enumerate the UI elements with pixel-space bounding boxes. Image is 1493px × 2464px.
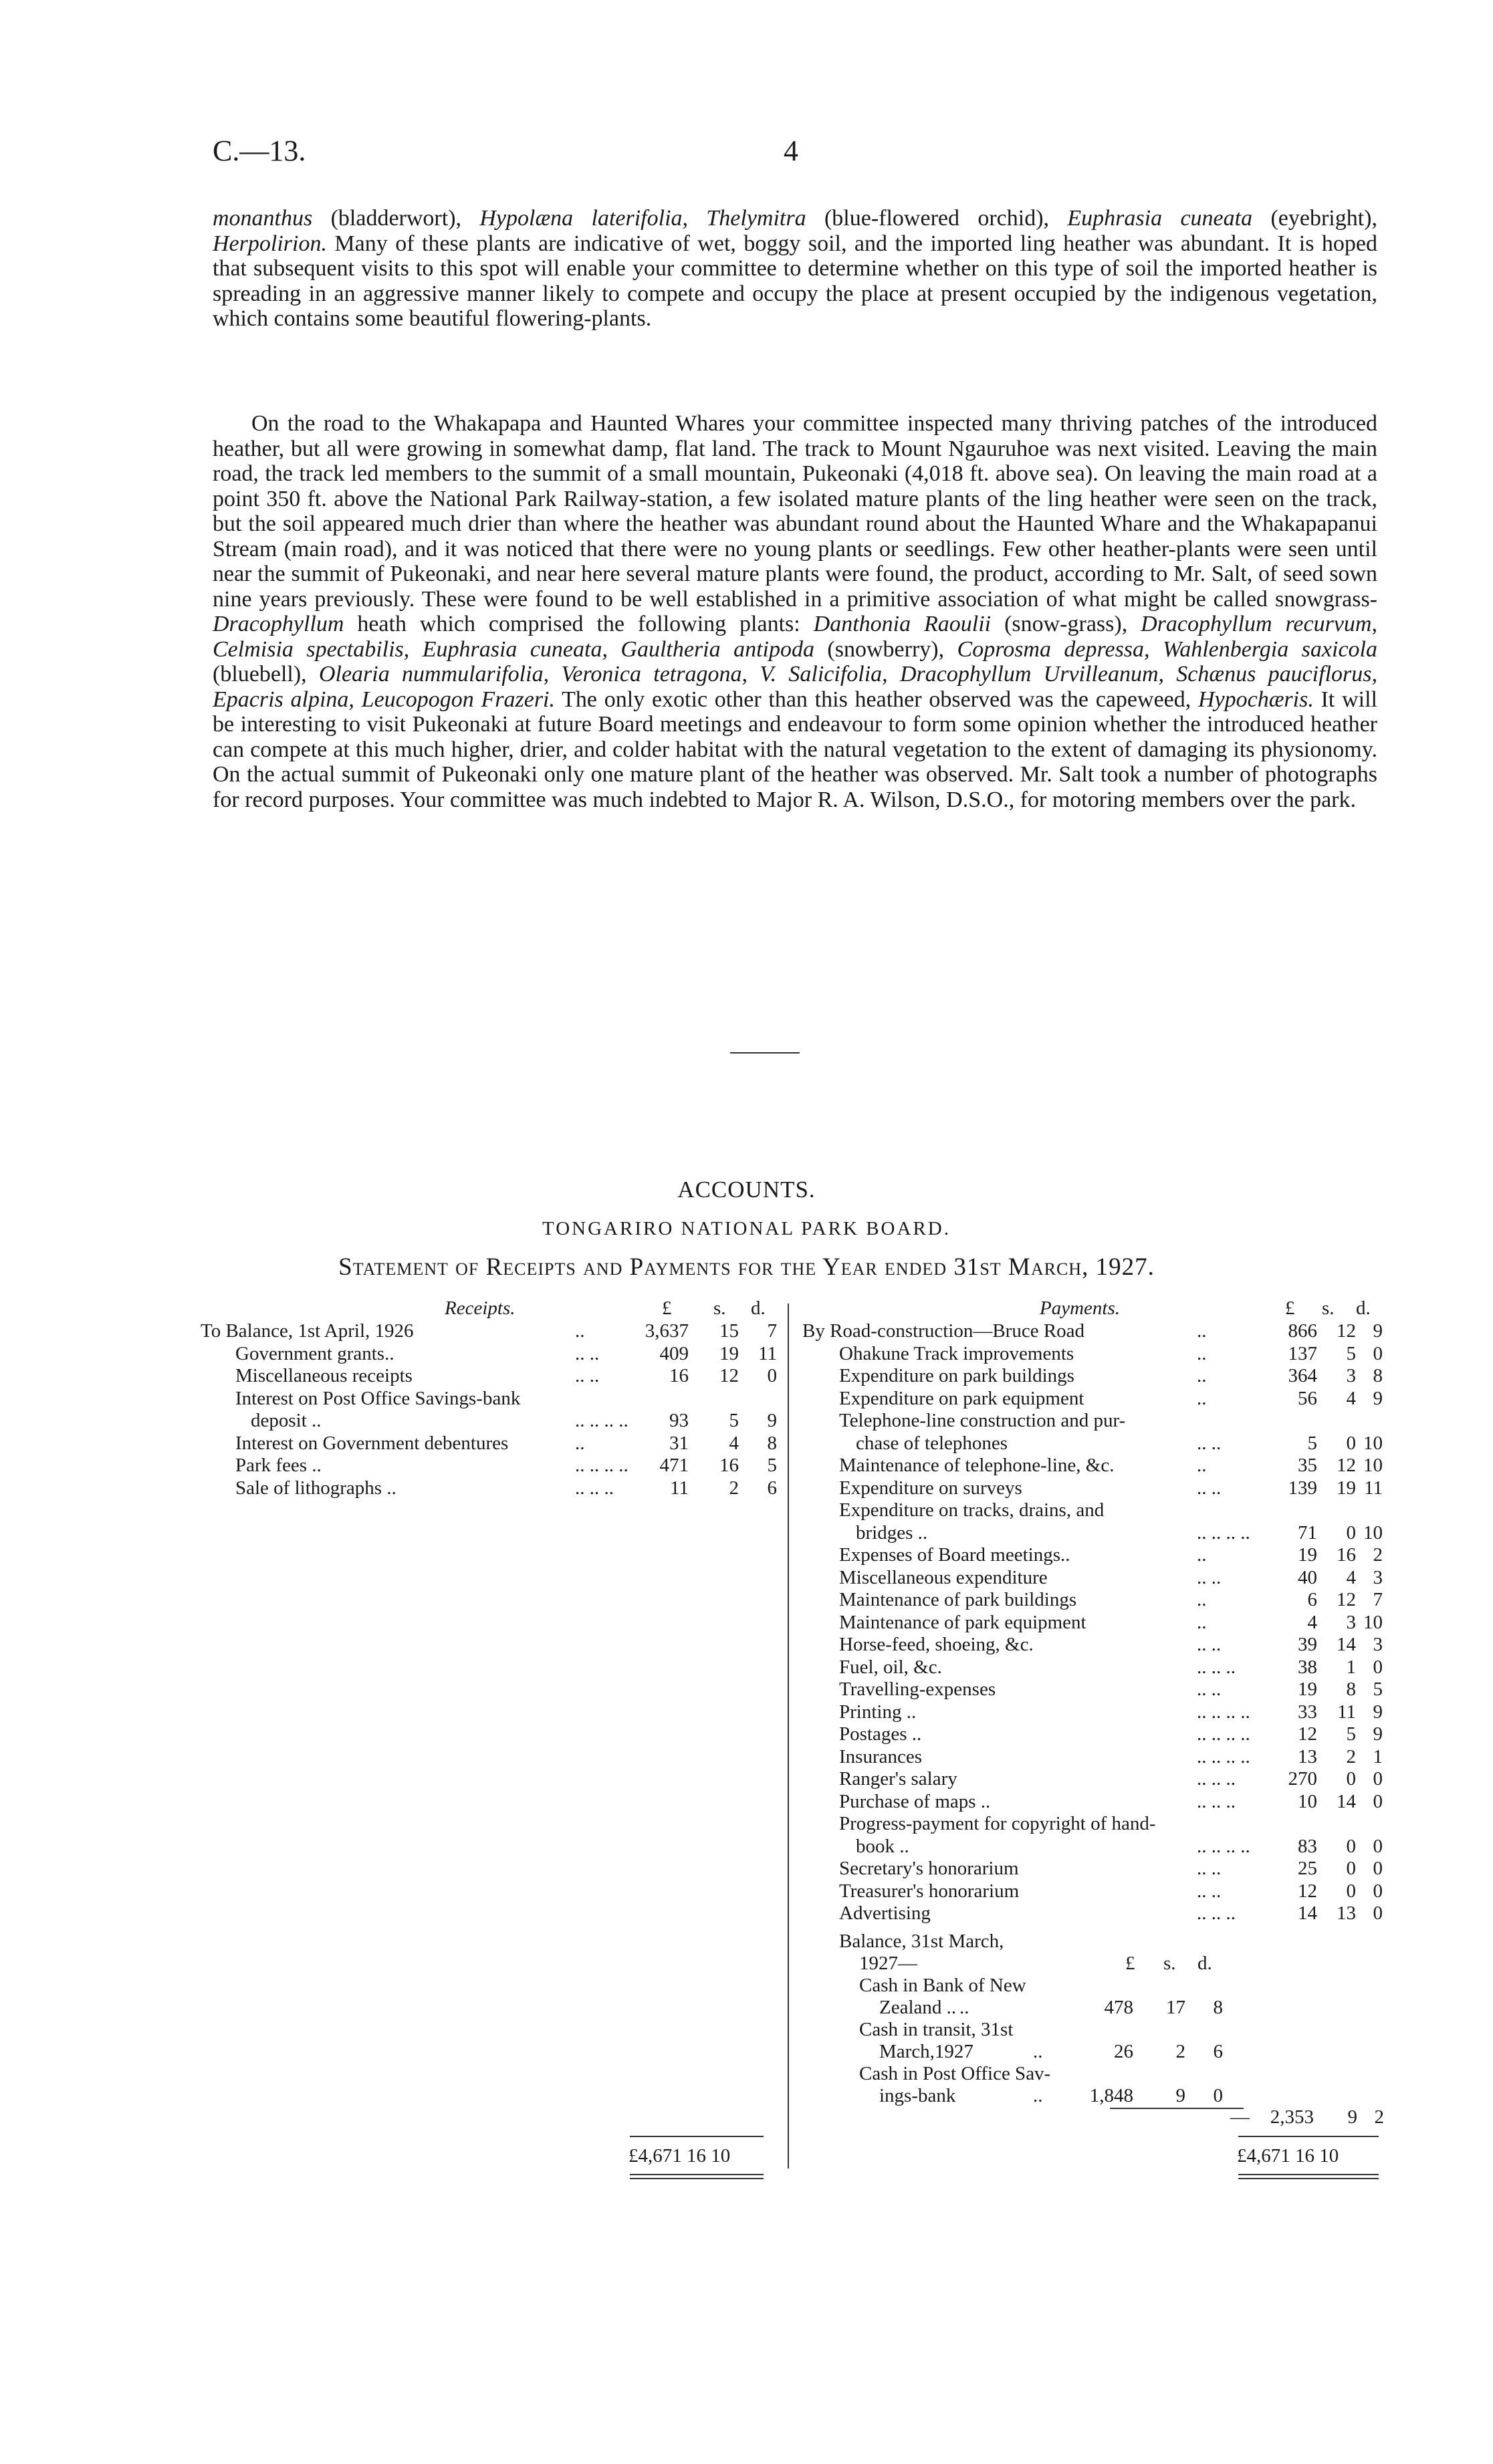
- item-label: Printing ..: [839, 1701, 917, 1723]
- payment-row: [802, 1432, 1384, 1455]
- payments-total-rule-top: [1238, 2136, 1379, 2137]
- payment-row: [802, 1790, 1384, 1813]
- species-name: monanthus: [213, 206, 313, 231]
- amount-pence: 10: [1363, 1521, 1383, 1544]
- species-name: Olearia nummularifolia, Veronica tetragona, V. Salicifolia, Dracophyllum Urvilleanum, Schænus pauciflorus, Epacris alpina, Leucopogon Frazeri.: [213, 662, 1377, 712]
- po-line-1: Cash in Post Office Sav-: [859, 2063, 1051, 2084]
- amount-shillings: 5: [1346, 1723, 1356, 1745]
- amount-pence: 8: [767, 1432, 777, 1454]
- leader-dots: ..: [1197, 1342, 1207, 1364]
- amount-pounds: 25: [1298, 1858, 1317, 1879]
- amount-pounds: 16: [669, 1365, 689, 1386]
- pence-symbol: d.: [1197, 1953, 1212, 1974]
- payment-row: [802, 1678, 1384, 1701]
- payment-row: [802, 1812, 1384, 1835]
- amount-shillings: 16: [719, 1455, 739, 1476]
- payment-row: [802, 1767, 1384, 1790]
- item-label: Progress-payment for copyright of hand-: [839, 1813, 1156, 1834]
- leader-dots: .. .. .. ..: [1197, 1701, 1250, 1723]
- amount-pence: 5: [767, 1455, 777, 1476]
- amount-shillings: 19: [719, 1342, 739, 1364]
- amount-pence: 0: [1373, 1790, 1383, 1812]
- cash-bank-shillings: 17: [1166, 1997, 1185, 2018]
- amount-pence: 0: [1373, 1835, 1383, 1857]
- leader-dots: .. .. ..: [575, 1477, 614, 1499]
- item-label: Expenditure on park buildings: [839, 1365, 1074, 1386]
- leader-dots: .. ..: [575, 1342, 600, 1364]
- amount-pounds: 40: [1298, 1566, 1317, 1588]
- amount-pounds: 93: [669, 1410, 689, 1431]
- amount-shillings: 4: [1346, 1566, 1356, 1588]
- amount-pounds: 866: [1288, 1320, 1317, 1342]
- payments-total-rule-2: [1238, 2178, 1379, 2179]
- amount-pounds: 71: [1298, 1521, 1317, 1544]
- statement-title: Statement of Receipts and Payments for the Year ended 31st March, 1927.: [338, 1253, 1155, 1281]
- amount-shillings: 0: [1346, 1835, 1356, 1857]
- pound-symbol: £: [662, 1298, 672, 1319]
- accounts-title: ACCOUNTS.: [677, 1177, 816, 1203]
- payments-header: [802, 1297, 1384, 1320]
- prose-text: heath which comprised the following plants:: [344, 612, 814, 636]
- item-label: Expenditure on tracks, drains, and: [839, 1499, 1105, 1521]
- amount-shillings: 12: [1337, 1589, 1356, 1610]
- amount-pounds: 4: [1307, 1611, 1317, 1633]
- prose-text: (blue-flowered orchid),: [806, 206, 1068, 231]
- amount-shillings: 0: [1346, 1768, 1356, 1790]
- payment-row: [802, 1656, 1384, 1679]
- amount-shillings: 4: [729, 1432, 739, 1454]
- payments-total-rule-1: [1238, 2174, 1379, 2175]
- payment-row: [802, 1611, 1384, 1634]
- item-label: Park fees ..: [235, 1455, 322, 1476]
- amount-pounds: 364: [1288, 1365, 1317, 1386]
- item-label: Expenses of Board meetings..: [839, 1544, 1070, 1566]
- item-label: Fuel, oil, &c.: [839, 1656, 942, 1678]
- item-label: Expenditure on park equipment: [839, 1387, 1084, 1409]
- transit-line-1: Cash in transit, 31st: [859, 2019, 1014, 2040]
- item-label: Ranger's salary: [839, 1768, 957, 1790]
- amount-pence: 0: [1373, 1880, 1383, 1902]
- amount-pounds: 39: [1298, 1634, 1317, 1655]
- page-code: C.—13.: [213, 134, 306, 167]
- payments-total: £4,671 16 10: [1237, 2145, 1339, 2167]
- prose-text: It will be interesting to visit Pukeonaki at future Board meetings and endeavour to form some opinion whether the introduced heather can compete at this much higher, drier, and colder habitat with the natural vegetation to the extent of damaging its physionomy. On the actual summit of Pukeonaki only one mature plant of the heather was observed. Mr. Salt took a number of photographs for record purposes. Your committee was much indebted to Major R. A. Wilson, D.S.O., for motoring members over the park.: [213, 687, 1377, 812]
- leader-dots: .. ..: [1197, 1566, 1222, 1588]
- payment-row: [802, 1544, 1384, 1566]
- amount-shillings: 16: [1337, 1544, 1356, 1566]
- prose-text: (bluebell),: [213, 662, 319, 687]
- amount-pounds: 83: [1298, 1835, 1317, 1857]
- amount-pence: 10: [1363, 1611, 1383, 1633]
- amount-pounds: 14: [1298, 1902, 1317, 1924]
- amount-shillings: 19: [1337, 1477, 1356, 1499]
- payment-row: [802, 1723, 1384, 1745]
- leader-dots: .. .. ..: [1197, 1656, 1236, 1678]
- leader-dots: .. .. .. ..: [1197, 1723, 1250, 1745]
- payment-row: [802, 1364, 1384, 1387]
- leader-dots: .. .. ..: [1197, 1902, 1236, 1924]
- amount-pence: 0: [767, 1365, 777, 1386]
- payment-row: [802, 1454, 1384, 1477]
- amount-pence: 9: [1373, 1387, 1383, 1409]
- amount-shillings: 11: [1337, 1701, 1356, 1723]
- receipt-row: [201, 1477, 776, 1499]
- amount-pence: 6: [767, 1477, 777, 1499]
- amount-shillings: 14: [1337, 1634, 1356, 1655]
- amount-shillings: 0: [1346, 1432, 1356, 1454]
- item-label: Interest on Government debentures: [235, 1432, 509, 1454]
- amount-shillings: 0: [1346, 1880, 1356, 1902]
- item-label: Insurances: [839, 1745, 923, 1767]
- transit-pounds: 26: [1114, 2041, 1133, 2062]
- balance-heading-2: 1927— £ s. d.: [859, 1953, 1212, 1974]
- balance-heading-1: Balance, 31st March,: [839, 1931, 1004, 1952]
- item-label: Maintenance of park equipment: [839, 1611, 1086, 1633]
- item-label: Government grants..: [235, 1342, 394, 1364]
- amount-shillings: 12: [1337, 1320, 1356, 1342]
- item-label: Treasurer's honorarium: [839, 1880, 1020, 1902]
- amount-pounds: 56: [1298, 1387, 1317, 1409]
- payment-row: [802, 1409, 1384, 1432]
- amount-pounds: 38: [1298, 1656, 1317, 1678]
- payment-row: [802, 1902, 1384, 1925]
- amount-pounds: 10: [1298, 1790, 1317, 1812]
- receipt-row: [201, 1342, 776, 1365]
- cash-bank-pounds: 478: [1104, 1997, 1133, 2018]
- leader-dots: ..: [1197, 1589, 1207, 1610]
- po-shillings: 9: [1175, 2085, 1185, 2106]
- amount-pounds: 5: [1307, 1432, 1317, 1454]
- amount-shillings: 4: [1346, 1387, 1356, 1409]
- amount-shillings: 2: [1346, 1745, 1356, 1767]
- payment-row: [802, 1477, 1384, 1499]
- amount-pence: 11: [758, 1342, 777, 1364]
- payment-row: [802, 1745, 1384, 1768]
- cash-bank-line-2: Zealand .. .. 478 17 8: [879, 1997, 1223, 2018]
- species-name: Dracophyllum recurvum, Celmisia spectabilis, Euphrasia cuneata, Gaultheria antipoda: [213, 612, 1377, 662]
- item-label: Ohakune Track improvements: [839, 1342, 1074, 1364]
- item-label: By Road-construction—Bruce Road: [802, 1320, 1085, 1342]
- species-name: Herpolirion.: [213, 231, 327, 256]
- species-name: Dracophyllum: [213, 612, 344, 636]
- leader-dots: ..: [1197, 1611, 1207, 1633]
- amount-pounds: 3,637: [645, 1320, 689, 1342]
- po-pounds: 1,848: [1089, 2085, 1133, 2106]
- amount-pence: 0: [1373, 1656, 1383, 1678]
- paragraph-2: [213, 411, 1377, 812]
- receipt-row: [201, 1454, 776, 1477]
- leader-dots: .. ..: [1197, 1858, 1222, 1879]
- transit-line-2: March,1927 .. 26 2 6: [879, 2041, 1223, 2062]
- balance-total: — 2,353 9 2: [1230, 2106, 1384, 2128]
- page-number: 4: [784, 134, 798, 167]
- payment-row: [802, 1320, 1384, 1342]
- amount-shillings: 0: [1346, 1521, 1356, 1544]
- balance-total-pence: 2: [1374, 2106, 1384, 2128]
- receipt-row: [201, 1387, 776, 1410]
- amount-shillings: 3: [1346, 1365, 1356, 1386]
- item-label: Horse-feed, shoeing, &c.: [839, 1634, 1034, 1655]
- pound-symbol: £: [1285, 1298, 1295, 1319]
- payment-row: [802, 1387, 1384, 1410]
- shilling-symbol: s.: [713, 1298, 726, 1319]
- amount-pence: 9: [1373, 1701, 1383, 1723]
- amount-pounds: 6: [1307, 1589, 1317, 1610]
- item-label: Expenditure on surveys: [839, 1477, 1022, 1499]
- po-pence: 0: [1213, 2085, 1223, 2106]
- item-label: Telephone-line construction and pur-: [839, 1410, 1126, 1431]
- leader-dots: .. .. ..: [1197, 1790, 1236, 1812]
- transit-shillings: 2: [1175, 2041, 1185, 2062]
- receipts-total: £4,671 16 10: [628, 2145, 731, 2167]
- amount-shillings: 8: [1346, 1679, 1356, 1700]
- item-label: Maintenance of park buildings: [839, 1589, 1077, 1610]
- amount-shillings: 14: [1337, 1790, 1356, 1812]
- prose-text: (snow-grass),: [991, 612, 1141, 636]
- pound-symbol: £: [1125, 1953, 1135, 1974]
- item-label: Interest on Post Office Savings-bank: [235, 1387, 521, 1409]
- receipts-total-rule-top: [630, 2136, 764, 2137]
- leader-dots: .. .. .. ..: [1197, 1745, 1250, 1767]
- amount-pounds: 19: [1298, 1544, 1317, 1566]
- amount-shillings: 15: [719, 1320, 739, 1342]
- amount-pence: 0: [1373, 1858, 1383, 1879]
- prose-text: Many of these plants are indicative of wet, boggy soil, and the imported ling heather was abundant. It is hoped that subsequent visits to this spot will enable your committee to determine whether on this type of soil the imported heather is spreading in an aggressive manner likely to compete and occupy the place at present occupied by the indigenous vegetation, which contains some beautiful flowering-plants.: [213, 231, 1377, 331]
- payment-row: [802, 1342, 1384, 1365]
- leader-dots: .. ..: [575, 1365, 600, 1386]
- leader-dots: .. ..: [1197, 1880, 1222, 1902]
- leader-dots: ..: [1197, 1320, 1207, 1342]
- amount-pounds: 13: [1298, 1745, 1317, 1767]
- payment-row: [802, 1880, 1384, 1902]
- item-label: To Balance, 1st April, 1926: [201, 1320, 414, 1342]
- item-label: Miscellaneous expenditure: [839, 1566, 1048, 1588]
- item-label: Maintenance of telephone-line, &c.: [839, 1455, 1115, 1476]
- payment-row: [802, 1701, 1384, 1723]
- leader-dots: ..: [575, 1432, 585, 1454]
- item-label: chase of telephones: [856, 1432, 1008, 1454]
- item-label: Secretary's honorarium: [839, 1858, 1019, 1879]
- prose-text: The only exotic other than this heather observed was the capeweed,: [555, 687, 1198, 712]
- leader-dots: .. ..: [1197, 1679, 1222, 1700]
- pence-symbol: d.: [1356, 1298, 1371, 1319]
- cash-bank-line-1: Cash in Bank of New: [859, 1975, 1026, 1996]
- shilling-symbol: s.: [1163, 1953, 1176, 1974]
- amount-pence: 9: [767, 1410, 777, 1431]
- amount-pounds: 19: [1298, 1679, 1317, 1700]
- column-divider: [788, 1304, 789, 2169]
- receipt-row: [201, 1320, 776, 1342]
- section-divider: [730, 1052, 800, 1054]
- prose-text: (eyebright),: [1252, 206, 1378, 231]
- amount-pounds: 270: [1288, 1768, 1317, 1790]
- payment-row: [802, 1566, 1384, 1589]
- amount-pence: 8: [1373, 1365, 1383, 1386]
- payments-heading: Payments.: [1040, 1298, 1120, 1319]
- balance-total-pounds: 2,353: [1270, 2106, 1314, 2128]
- leader-dots: .. ..: [1197, 1477, 1222, 1499]
- amount-pence: 3: [1373, 1634, 1383, 1655]
- item-label: Purchase of maps ..: [839, 1790, 991, 1812]
- amount-shillings: 13: [1337, 1902, 1356, 1924]
- item-label: Travelling-expenses: [839, 1679, 996, 1700]
- amount-pence: 9: [1373, 1320, 1383, 1342]
- leader-dots: .. .. .. ..: [1197, 1835, 1250, 1857]
- species-name: Coprosma depressa, Wahlenbergia saxicola: [957, 636, 1377, 662]
- amount-pounds: 12: [1298, 1723, 1317, 1745]
- amount-pence: 0: [1373, 1768, 1383, 1790]
- receipt-row: [201, 1409, 776, 1432]
- payment-row: [802, 1835, 1384, 1858]
- prose-text: (bladderwort),: [312, 206, 480, 231]
- receipt-row: [201, 1364, 776, 1387]
- leader-dots: ..: [1197, 1365, 1207, 1386]
- paragraph-1-text: [213, 206, 1377, 332]
- transit-pence: 6: [1213, 2041, 1223, 2062]
- amount-pounds: 12: [1298, 1880, 1317, 1902]
- leader-dots: .. ..: [1197, 1432, 1222, 1454]
- amount-pence: 9: [1373, 1723, 1383, 1745]
- species-name: Hypolæna laterifolia, Thelymitra: [479, 206, 806, 231]
- amount-pounds: 31: [669, 1432, 689, 1454]
- item-label: book ..: [856, 1835, 909, 1857]
- amount-pence: 1: [1373, 1745, 1383, 1767]
- amount-pence: 2: [1373, 1544, 1383, 1566]
- item-label: Miscellaneous receipts: [235, 1365, 413, 1386]
- balance-total-shillings: 9: [1347, 2106, 1357, 2128]
- po-line-2: ings-bank .. 1,848 9 0: [879, 2085, 1223, 2106]
- amount-pence: 7: [1373, 1589, 1383, 1610]
- amount-shillings: 12: [1337, 1455, 1356, 1476]
- leader-dots: ..: [1197, 1544, 1207, 1566]
- payment-row: [802, 1857, 1384, 1880]
- amount-pence: 0: [1373, 1342, 1383, 1364]
- item-label: deposit ..: [251, 1410, 322, 1431]
- leader-dots: ..: [1197, 1455, 1207, 1476]
- amount-shillings: 1: [1346, 1656, 1356, 1678]
- amount-shillings: 5: [729, 1410, 739, 1431]
- amount-pence: 7: [767, 1320, 777, 1342]
- item-label: Advertising: [839, 1902, 931, 1924]
- receipts-heading: Receipts.: [445, 1298, 515, 1319]
- receipts-total-rule-1: [630, 2174, 764, 2175]
- amount-pence: 0: [1373, 1902, 1383, 1924]
- cash-bank-pence: 8: [1213, 1997, 1223, 2018]
- amount-pence: 10: [1363, 1455, 1383, 1476]
- prose-text: On the road to the Whakapapa and Haunted Whares your committee inspected many thriving patches of the introduced heather, but all were growing in somewhat damp, flat land. The track to Mount Ngauruhoe was next visited. Leaving the main road, the track led members to the summit of a small mountain, Pukeonaki (4,018 ft. above sea). On leaving the main road at a point 350 ft. above the National Park Railway-station, a few isolated mature plants of the ling heather were seen on the track, but the soil appeared much drier than where the heather was abundant round about the Haunted Whare and the Whakapapanui Stream (main road), and it was noticed that there were no young plants or seedlings. Few other heather-plants were seen until near the summit of Pukeonaki, and near here several mature plants were found, the product, according to Mr. Salt, of seed sown nine years previously. These were found to be well established in a primitive association of what might be called snowgrass-: [213, 411, 1377, 612]
- amount-pounds: 33: [1298, 1701, 1317, 1723]
- amount-pence: 11: [1364, 1477, 1383, 1499]
- species-name: Euphrasia cuneata: [1067, 206, 1253, 231]
- prose-text: (snowberry),: [814, 636, 957, 662]
- leader-dots: ..: [575, 1320, 585, 1342]
- item-label: Sale of lithographs ..: [235, 1477, 396, 1499]
- leader-dots: ..: [1197, 1387, 1207, 1409]
- leader-dots: .. .. ..: [1197, 1768, 1236, 1790]
- species-name: Danthonia Raoulii: [813, 612, 992, 636]
- receipts-header: [201, 1297, 776, 1320]
- amount-shillings: 12: [719, 1365, 739, 1386]
- leader-dots: .. .. .. ..: [575, 1410, 628, 1431]
- amount-pounds: 471: [659, 1455, 689, 1476]
- amount-pence: 3: [1373, 1566, 1383, 1588]
- leader-dots: .. .. .. ..: [575, 1455, 628, 1476]
- payment-row: [802, 1588, 1384, 1611]
- receipt-row: [201, 1432, 776, 1455]
- amount-shillings: 3: [1346, 1611, 1356, 1633]
- page-header: [201, 134, 1377, 180]
- amount-pounds: 137: [1288, 1342, 1317, 1364]
- shilling-symbol: s.: [1322, 1298, 1335, 1319]
- leader-dots: .. ..: [1197, 1634, 1222, 1655]
- payment-row: [802, 1499, 1384, 1521]
- paragraph-1: [213, 206, 1377, 332]
- amount-shillings: 5: [1346, 1342, 1356, 1364]
- board-name: TONGARIRO NATIONAL PARK BOARD.: [542, 1218, 951, 1239]
- receipts-total-rule-2: [630, 2178, 764, 2179]
- amount-pence: 10: [1363, 1432, 1383, 1454]
- item-label: bridges ..: [856, 1521, 928, 1544]
- payment-row: [802, 1633, 1384, 1656]
- amount-pounds: 139: [1288, 1477, 1317, 1499]
- species-name: Hypochæris.: [1198, 687, 1314, 712]
- pence-symbol: d.: [751, 1298, 766, 1319]
- amount-pounds: 409: [659, 1342, 689, 1364]
- amount-shillings: 2: [729, 1477, 739, 1499]
- amount-pence: 5: [1373, 1679, 1383, 1700]
- amount-pounds: 35: [1298, 1455, 1317, 1476]
- item-label: Postages ..: [839, 1723, 922, 1745]
- paragraph-2-text: [213, 411, 1377, 812]
- payment-row: [802, 1521, 1384, 1544]
- leader-dots: .. .. .. ..: [1197, 1521, 1250, 1544]
- amount-shillings: 0: [1346, 1858, 1356, 1879]
- amount-pounds: 11: [670, 1477, 689, 1499]
